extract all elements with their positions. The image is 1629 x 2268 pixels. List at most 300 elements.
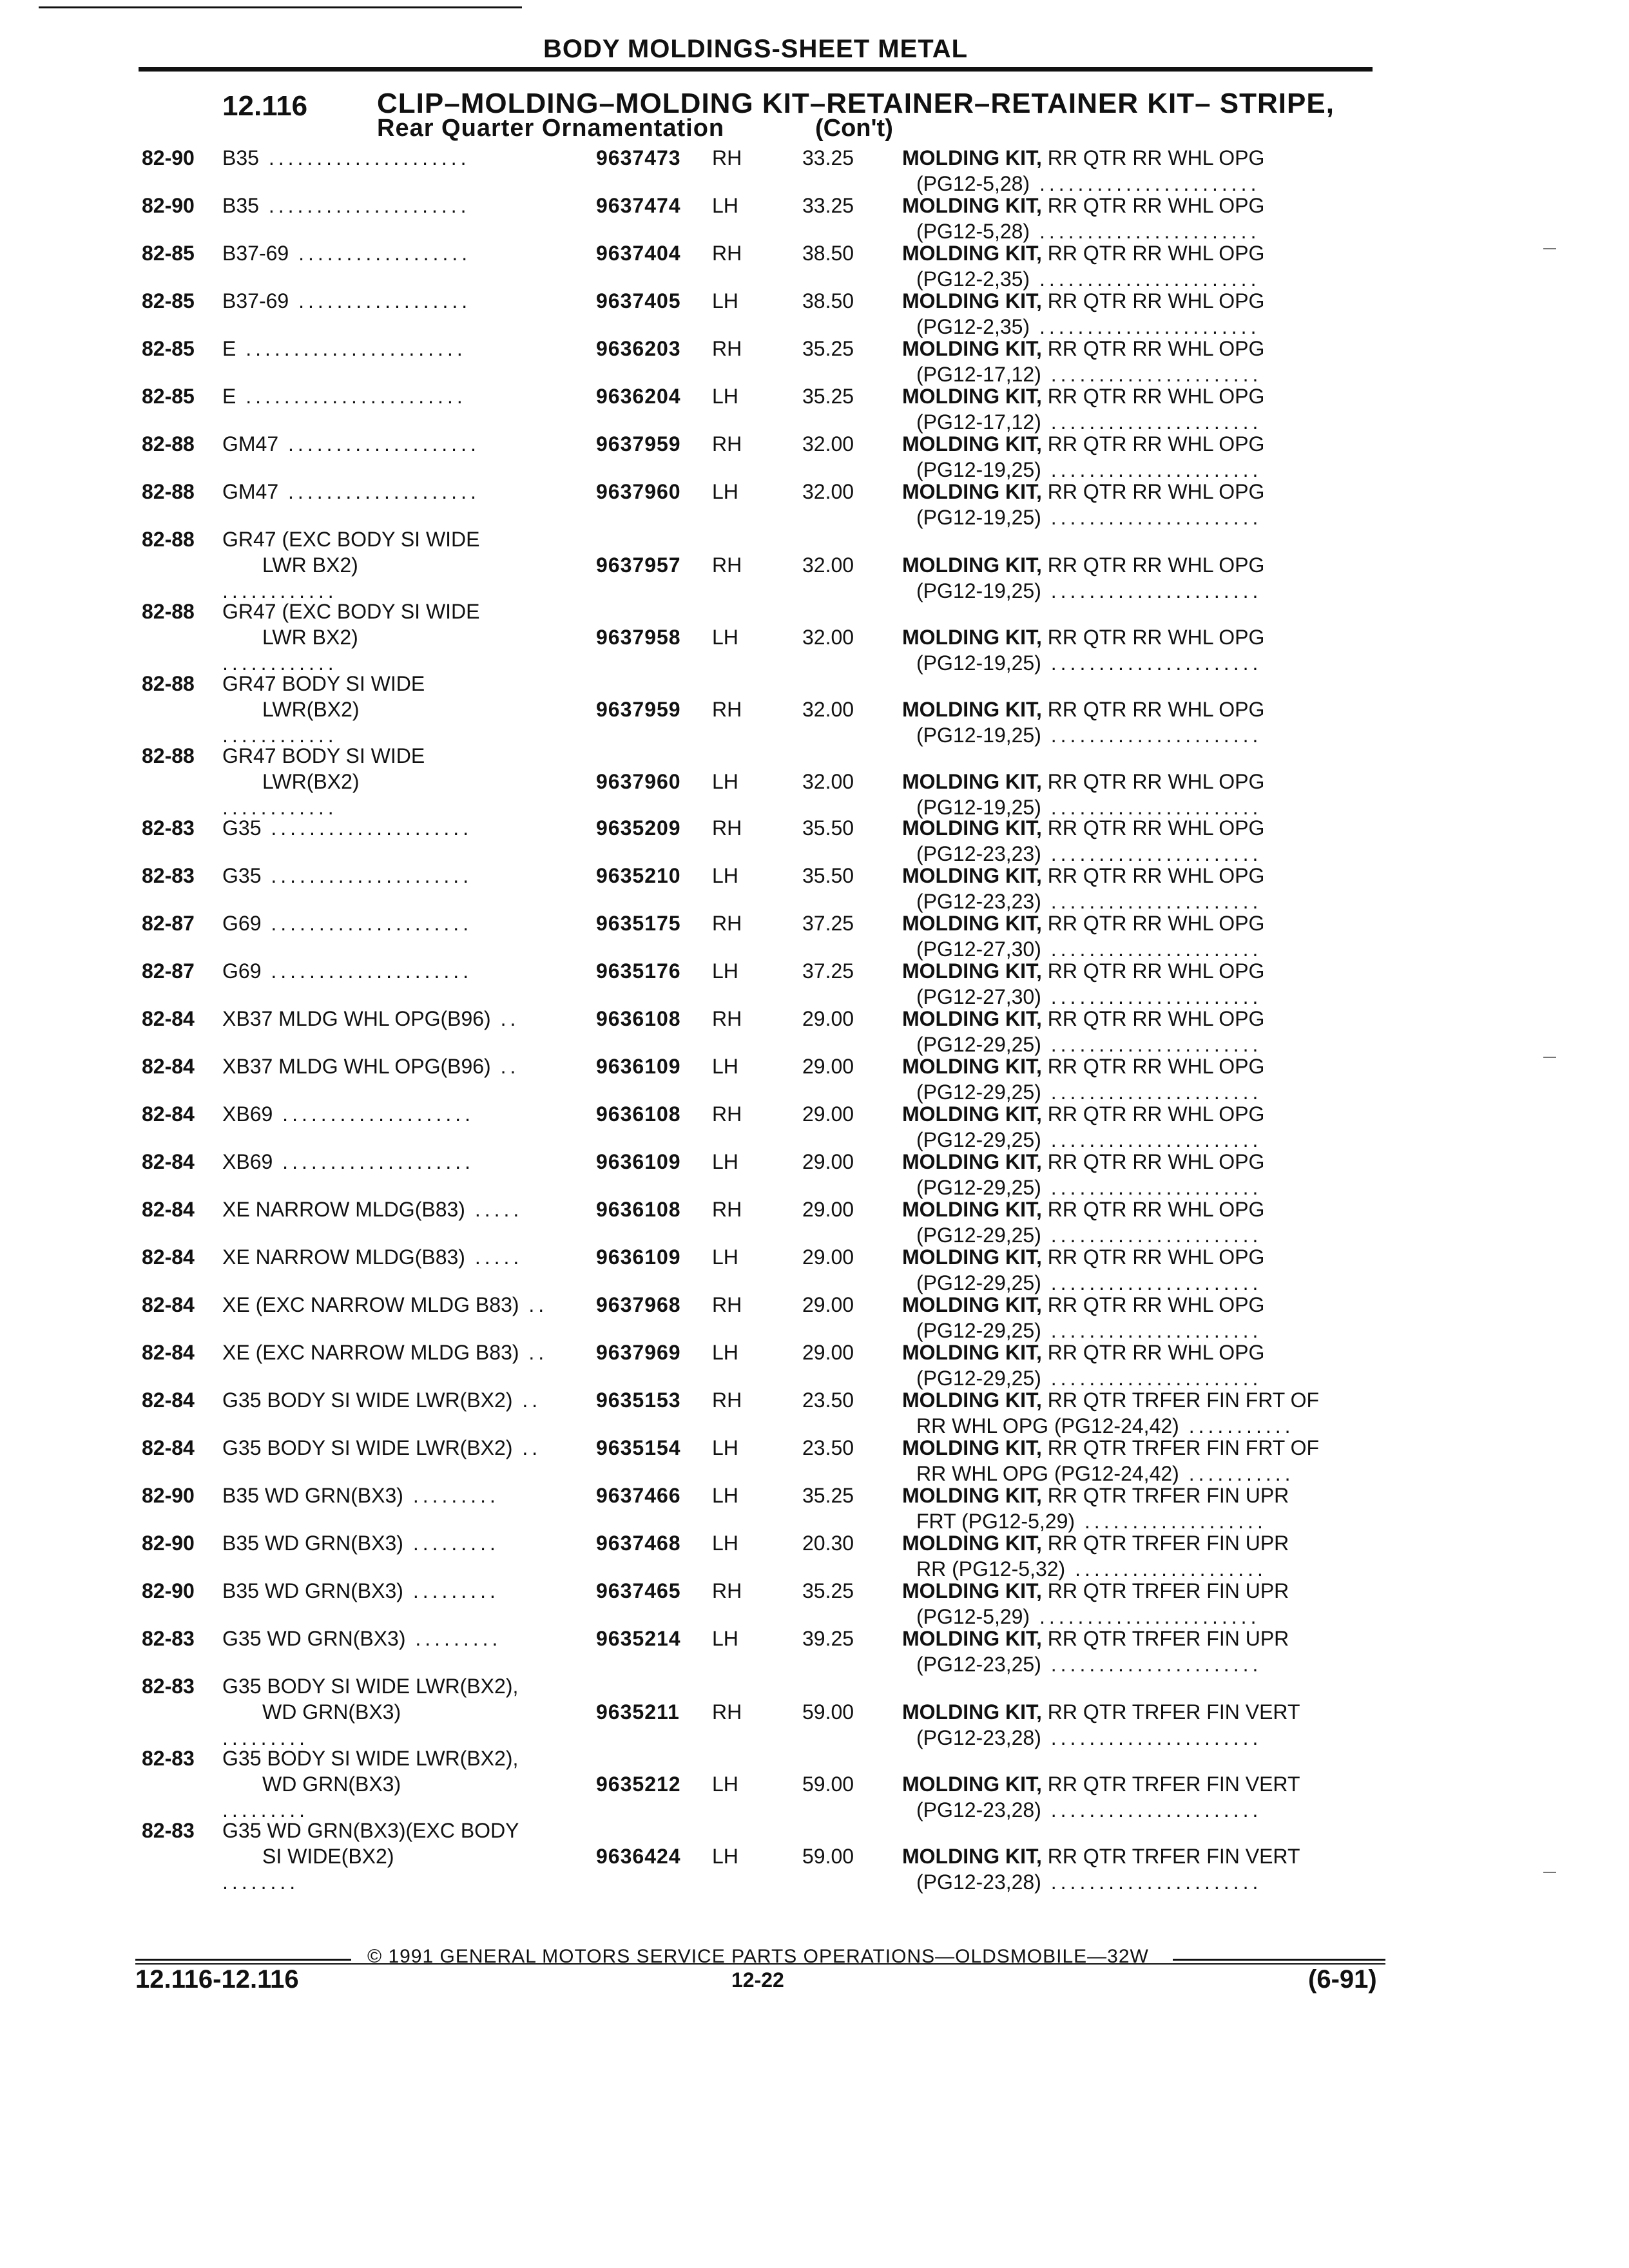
description-line: G35 WD GRN(BX3)(EXC BODY [222, 1819, 519, 1842]
model-years: 82-88 [142, 744, 195, 767]
part-number: 9635212 [596, 1773, 681, 1796]
reference-text: (PG12-5,28) [916, 220, 1030, 243]
list-price: 29.00 [802, 1055, 854, 1078]
leader-dots: ....................... [236, 337, 467, 360]
list-price: 32.00 [802, 770, 854, 793]
description-line: E [222, 385, 236, 408]
list-price: 32.00 [802, 626, 854, 649]
item-name: MOLDING KIT, [902, 1532, 1042, 1555]
side-code: LH [712, 480, 738, 503]
item-name: MOLDING KIT, [902, 1102, 1042, 1126]
leader-dots: ...................... [1041, 458, 1262, 481]
item-detail: RR QTR RR WHL OPG [1041, 1007, 1265, 1030]
list-price: 35.50 [802, 816, 854, 840]
item-detail: RR QTR RR WHL OPG [1041, 194, 1265, 217]
body-description [222, 1626, 501, 1651]
part-number: 9637404 [596, 242, 681, 265]
side-code: LH [712, 385, 738, 408]
model-years: 82-84 [142, 1007, 195, 1030]
reference-text: (PG12-27,30) [916, 937, 1041, 961]
table-row [0, 863, 1629, 913]
list-price: 29.00 [802, 1102, 854, 1126]
model-years: 82-88 [142, 672, 195, 695]
body-description [222, 145, 470, 171]
table-row [0, 1530, 1629, 1581]
table-row [0, 1244, 1629, 1292]
footer-rule [135, 1963, 1385, 1965]
section-continued: (Con't) [815, 115, 893, 142]
description-line: SI WIDE(BX2) [262, 1845, 394, 1868]
list-price: 23.50 [802, 1389, 854, 1412]
description-line: GR47 (EXC BODY SI WIDE [222, 600, 480, 623]
body-description [222, 1578, 499, 1604]
item-name: MOLDING KIT, [902, 1579, 1042, 1602]
body-description [222, 1435, 541, 1461]
item-detail: RR QTR RR WHL OPG [1041, 626, 1265, 649]
top-edge-rule [39, 6, 522, 8]
reference-text: RR WHL OPG (PG12-24,42) [916, 1414, 1179, 1437]
leader-dots: .. [490, 1055, 520, 1078]
reference-text: (PG12-29,25) [916, 1128, 1041, 1151]
item-detail: RR QTR RR WHL OPG [1041, 1150, 1265, 1173]
model-years: 82-83 [142, 1747, 195, 1770]
leader-dots: ...................... [1041, 1224, 1262, 1247]
side-code: RH [712, 1700, 742, 1724]
leader-dots: ......... [222, 1726, 309, 1749]
section-title: CLIP–MOLDING–MOLDING KIT–RETAINER–RETAINER KIT– STRIPE, [377, 88, 1335, 119]
scan-mark [1543, 1057, 1556, 1058]
model-years: 82-84 [142, 1198, 195, 1221]
item-detail: RR QTR RR WHL OPG [1041, 553, 1265, 577]
item-name: MOLDING KIT, [902, 242, 1042, 265]
description-line: XE NARROW MLDG(B83) [222, 1198, 465, 1221]
list-price: 35.50 [802, 864, 854, 887]
reference-text: (PG12-19,25) [916, 506, 1041, 529]
list-price: 35.25 [802, 1484, 854, 1507]
item-detail: RR QTR TRFER FIN VERT [1041, 1773, 1300, 1796]
leader-dots: ....................... [1030, 172, 1260, 195]
leader-dots: .. [512, 1389, 542, 1412]
item-description [902, 1244, 1264, 1296]
item-name: MOLDING KIT, [902, 1245, 1042, 1269]
body-description [222, 1530, 499, 1556]
scan-mark [1543, 1872, 1556, 1873]
description-line: G35 BODY SI WIDE LWR(BX2) [222, 1436, 513, 1459]
table-row [0, 1673, 1629, 1749]
list-price: 59.00 [802, 1845, 854, 1868]
description-line: GM47 [222, 432, 279, 456]
leader-dots: ........... [1179, 1414, 1295, 1437]
side-code: RH [712, 432, 742, 456]
leader-dots: ..................... [258, 194, 470, 217]
part-number: 9637968 [596, 1293, 681, 1316]
part-number: 9637466 [596, 1484, 681, 1507]
description-line: G35 BODY SI WIDE LWR(BX2), [222, 1747, 519, 1770]
item-detail: RR QTR RR WHL OPG [1041, 242, 1265, 265]
part-number: 9637468 [596, 1532, 681, 1555]
leader-dots: ....................... [1030, 315, 1260, 338]
table-row [0, 383, 1629, 434]
model-years: 82-85 [142, 289, 195, 312]
item-detail: RR QTR RR WHL OPG [1041, 146, 1265, 169]
table-row [0, 1483, 1629, 1533]
side-code: RH [712, 1389, 742, 1412]
item-detail: RR QTR RR WHL OPG [1041, 959, 1265, 983]
side-code: RH [712, 1293, 742, 1316]
leader-dots: ...................... [1041, 1128, 1262, 1151]
list-price: 35.25 [802, 337, 854, 360]
table-row [0, 479, 1629, 529]
body-description [222, 1244, 523, 1270]
scan-mark [1543, 248, 1556, 249]
item-detail: RR QTR RR WHL OPG [1041, 770, 1265, 793]
body-description [222, 743, 425, 820]
part-number: 9637473 [596, 146, 681, 169]
description-line: B35 [222, 146, 259, 169]
reference-text: (PG12-29,25) [916, 1224, 1041, 1247]
leader-dots: ......... [405, 1627, 502, 1650]
description-line: G35 WD GRN(BX3) [222, 1627, 406, 1650]
item-description [902, 1578, 1289, 1629]
reference-text: (PG12-17,12) [916, 363, 1041, 386]
reference-text: FRT (PG12-5,29) [916, 1510, 1075, 1533]
list-price: 35.25 [802, 1579, 854, 1602]
table-row [0, 1387, 1629, 1435]
part-number: 9636424 [596, 1845, 681, 1868]
item-description [902, 240, 1264, 292]
list-price: 29.00 [802, 1341, 854, 1364]
leader-dots: .. [490, 1007, 520, 1030]
leader-dots: .................... [278, 480, 480, 503]
description-line: XB37 MLDG WHL OPG(B96) [222, 1007, 491, 1030]
body-description [222, 815, 472, 841]
part-number: 9637465 [596, 1579, 681, 1602]
list-price: 23.50 [802, 1436, 854, 1459]
section-number: 12.116 [222, 90, 308, 122]
side-code: LH [712, 194, 738, 217]
model-years: 82-83 [142, 1675, 195, 1698]
leader-dots: ...................... [1041, 1726, 1262, 1749]
part-number: 9637405 [596, 289, 681, 312]
side-code: RH [712, 337, 742, 360]
description-line: B35 WD GRN(BX3) [222, 1484, 403, 1507]
part-number: 9637957 [596, 553, 681, 577]
header-rule [139, 67, 1373, 72]
item-description [902, 1843, 1300, 1895]
leader-dots: ....................... [236, 385, 467, 408]
reference-text: (PG12-27,30) [916, 985, 1041, 1008]
body-description [222, 671, 425, 748]
table-row [0, 431, 1629, 479]
model-years: 82-83 [142, 1819, 195, 1842]
description-line: B37-69 [222, 289, 289, 312]
model-years: 82-85 [142, 385, 195, 408]
leader-dots: ...................... [1041, 1870, 1262, 1894]
item-name: MOLDING KIT, [902, 1293, 1042, 1316]
side-code: RH [712, 146, 742, 169]
part-number: 9635176 [596, 959, 681, 983]
side-code: RH [712, 1007, 742, 1030]
leader-dots: ..... [465, 1198, 523, 1221]
item-description [902, 1006, 1264, 1057]
item-name: MOLDING KIT, [902, 626, 1042, 649]
reference-text: (PG12-29,25) [916, 1271, 1041, 1294]
item-description [902, 769, 1264, 820]
model-years: 82-90 [142, 1579, 195, 1602]
item-description [902, 697, 1264, 748]
list-price: 32.00 [802, 480, 854, 503]
part-number: 9635214 [596, 1627, 681, 1650]
model-years: 82-87 [142, 959, 195, 983]
part-number: 9635153 [596, 1389, 681, 1412]
model-years: 82-88 [142, 528, 195, 551]
leader-dots: ...................... [1041, 796, 1262, 819]
item-detail: RR QTR TRFER FIN UPR [1041, 1484, 1289, 1507]
item-name: MOLDING KIT, [902, 864, 1042, 887]
part-number: 9637959 [596, 432, 681, 456]
part-number: 9636108 [596, 1007, 681, 1030]
leader-dots: .................. [289, 242, 472, 265]
leader-dots: ..................... [258, 146, 470, 169]
leader-dots: .................... [273, 1102, 474, 1126]
side-code: RH [712, 242, 742, 265]
table-row [0, 1818, 1629, 1894]
list-price: 39.25 [802, 1627, 854, 1650]
leader-dots: ............ [222, 579, 338, 602]
table-row [0, 288, 1629, 336]
part-number: 9637474 [596, 194, 681, 217]
side-code: LH [712, 1150, 738, 1173]
model-years: 82-90 [142, 1484, 195, 1507]
leader-dots: .................... [278, 432, 480, 456]
side-code: RH [712, 912, 742, 935]
item-name: MOLDING KIT, [902, 1198, 1042, 1221]
model-years: 82-84 [142, 1055, 195, 1078]
body-description [222, 1053, 519, 1079]
body-description [222, 910, 472, 936]
table-row [0, 671, 1629, 747]
table-row [0, 1006, 1629, 1056]
reference-text: (PG12-2,35) [916, 267, 1030, 291]
item-description [902, 1340, 1264, 1391]
item-detail: RR QTR RR WHL OPG [1041, 385, 1265, 408]
table-row [0, 1626, 1629, 1676]
description-line: GR47 BODY SI WIDE [222, 744, 425, 767]
leader-dots: ...................... [1041, 1319, 1262, 1342]
body-description [222, 383, 467, 409]
part-number: 9635175 [596, 912, 681, 935]
item-name: MOLDING KIT, [902, 698, 1042, 721]
model-years: 82-83 [142, 864, 195, 887]
part-number: 9636109 [596, 1150, 681, 1173]
item-name: MOLDING KIT, [902, 385, 1042, 408]
side-code: LH [712, 1627, 738, 1650]
leader-dots: ....................... [1030, 1605, 1260, 1628]
leader-dots: ......... [403, 1532, 499, 1555]
side-code: LH [712, 1484, 738, 1507]
item-name: MOLDING KIT, [902, 1436, 1042, 1459]
leader-dots: ........ [222, 1870, 300, 1894]
item-detail: RR QTR RR WHL OPG [1041, 480, 1265, 503]
table-row [0, 815, 1629, 863]
description-line: G35 [222, 864, 262, 887]
part-number: 9636108 [596, 1198, 681, 1221]
table-row [0, 1578, 1629, 1626]
part-number: 9637969 [596, 1341, 681, 1364]
leader-dots: .. [519, 1341, 548, 1364]
leader-dots: ........... [1179, 1462, 1295, 1485]
body-description [222, 1673, 518, 1751]
side-code: LH [712, 1436, 738, 1459]
leader-dots: ............ [222, 651, 338, 675]
item-detail: RR QTR RR WHL OPG [1041, 816, 1265, 840]
item-detail: RR QTR TRFER FIN VERT [1041, 1700, 1300, 1724]
reference-text: (PG12-5,28) [916, 172, 1030, 195]
leader-dots: ...................... [1041, 1176, 1262, 1199]
table-row [0, 1292, 1629, 1340]
model-years: 82-84 [142, 1293, 195, 1316]
item-detail: RR QTR RR WHL OPG [1041, 337, 1265, 360]
table-row [0, 958, 1629, 1006]
body-description [222, 1387, 541, 1413]
item-name: MOLDING KIT, [902, 1007, 1042, 1030]
side-code: LH [712, 1845, 738, 1868]
item-detail: RR QTR RR WHL OPG [1041, 698, 1265, 721]
item-description [902, 193, 1264, 244]
description-line: LWR(BX2) [262, 698, 360, 721]
item-description [902, 479, 1264, 530]
item-name: MOLDING KIT, [902, 1341, 1042, 1364]
leader-dots: ...................... [1041, 985, 1262, 1008]
reference-text: (PG12-29,25) [916, 1176, 1041, 1199]
leader-dots: ...................... [1041, 506, 1262, 529]
leader-dots: ................... [1075, 1510, 1267, 1533]
illustration-reference [902, 1869, 1300, 1895]
leader-dots: ...................... [1041, 651, 1262, 675]
reference-text: (PG12-23,28) [916, 1798, 1041, 1821]
model-years: 82-84 [142, 1389, 195, 1412]
item-detail: RR QTR RR WHL OPG [1041, 432, 1265, 456]
item-description [902, 1053, 1264, 1105]
leader-dots: ...................... [1041, 1798, 1262, 1821]
model-years: 82-90 [142, 1532, 195, 1555]
item-detail: RR QTR RR WHL OPG [1041, 289, 1265, 312]
leader-dots: ...................... [1041, 579, 1262, 602]
body-description [222, 958, 472, 984]
body-description [222, 1101, 474, 1127]
list-price: 29.00 [802, 1150, 854, 1173]
table-row [0, 1149, 1629, 1199]
side-code: RH [712, 1102, 742, 1126]
leader-dots: ..................... [261, 959, 473, 983]
side-code: LH [712, 1245, 738, 1269]
table-row [0, 193, 1629, 243]
list-price: 32.00 [802, 698, 854, 721]
list-price: 20.30 [802, 1532, 854, 1555]
list-price: 37.25 [802, 912, 854, 935]
model-years: 82-87 [142, 912, 195, 935]
leader-dots: ...................... [1041, 1271, 1262, 1294]
description-line: G35 BODY SI WIDE LWR(BX2) [222, 1389, 513, 1412]
list-price: 35.25 [802, 385, 854, 408]
table-row [0, 1435, 1629, 1483]
part-number: 9635154 [596, 1436, 681, 1459]
leader-dots: ...................... [1041, 1081, 1262, 1104]
description-line: E [222, 337, 236, 360]
item-description [902, 1530, 1289, 1582]
description-line: GR47 BODY SI WIDE [222, 672, 425, 695]
body-description [222, 193, 470, 218]
model-years: 82-88 [142, 432, 195, 456]
item-detail: RR QTR TRFER FIN UPR [1041, 1627, 1289, 1650]
model-years: 82-85 [142, 337, 195, 360]
table-row [0, 1196, 1629, 1247]
list-price: 38.50 [802, 242, 854, 265]
table-row [0, 145, 1629, 193]
model-years: 82-84 [142, 1245, 195, 1269]
item-detail: RR QTR RR WHL OPG [1041, 912, 1265, 935]
item-name: MOLDING KIT, [902, 1773, 1042, 1796]
body-description [222, 288, 471, 314]
footer-rule-left [135, 1959, 351, 1961]
leader-dots: ..................... [261, 816, 473, 840]
table-row [0, 336, 1629, 386]
description-line: LWR BX2) [262, 626, 358, 649]
description-line: B35 WD GRN(BX3) [222, 1532, 403, 1555]
leader-dots: ............ [222, 796, 338, 819]
table-row [0, 743, 1629, 819]
item-description [902, 1626, 1289, 1677]
item-detail: RR QTR RR WHL OPG [1041, 1198, 1265, 1221]
list-price: 37.25 [802, 959, 854, 983]
item-name: MOLDING KIT, [902, 1627, 1042, 1650]
leader-dots: ..... [465, 1245, 523, 1269]
item-detail: RR QTR TRFER FIN UPR [1041, 1532, 1289, 1555]
side-code: LH [712, 1055, 738, 1078]
item-name: MOLDING KIT, [902, 289, 1042, 312]
item-detail: RR QTR TRFER FIN FRT OF [1041, 1436, 1320, 1459]
list-price: 59.00 [802, 1700, 854, 1724]
description-line: WD GRN(BX3) [262, 1773, 401, 1796]
part-number: 9635209 [596, 816, 681, 840]
part-number: 9636203 [596, 337, 681, 360]
description-line: XB69 [222, 1102, 273, 1126]
part-number: 9636204 [596, 385, 681, 408]
side-code: LH [712, 864, 738, 887]
item-description [902, 1149, 1264, 1200]
table-row [0, 526, 1629, 602]
table-row [0, 1745, 1629, 1821]
leader-dots: ......... [403, 1579, 499, 1602]
side-code: LH [712, 1532, 738, 1555]
item-description [902, 336, 1264, 387]
item-name: MOLDING KIT, [902, 337, 1042, 360]
item-name: MOLDING KIT, [902, 1150, 1042, 1173]
description-line: XB69 [222, 1150, 273, 1173]
footer-section-range: 12.116-12.116 [135, 1965, 299, 1994]
item-detail: RR QTR TRFER FIN UPR [1041, 1579, 1289, 1602]
footer-date: (6-91) [1308, 1965, 1377, 1994]
leader-dots: .. [512, 1436, 542, 1459]
side-code: LH [712, 1341, 738, 1364]
description-line: G69 [222, 912, 262, 935]
table-row [0, 1053, 1629, 1104]
description-line: B35 [222, 194, 259, 217]
leader-dots: .................. [289, 289, 472, 312]
list-price: 29.00 [802, 1293, 854, 1316]
leader-dots: ...................... [1041, 410, 1262, 434]
model-years: 82-83 [142, 1627, 195, 1650]
